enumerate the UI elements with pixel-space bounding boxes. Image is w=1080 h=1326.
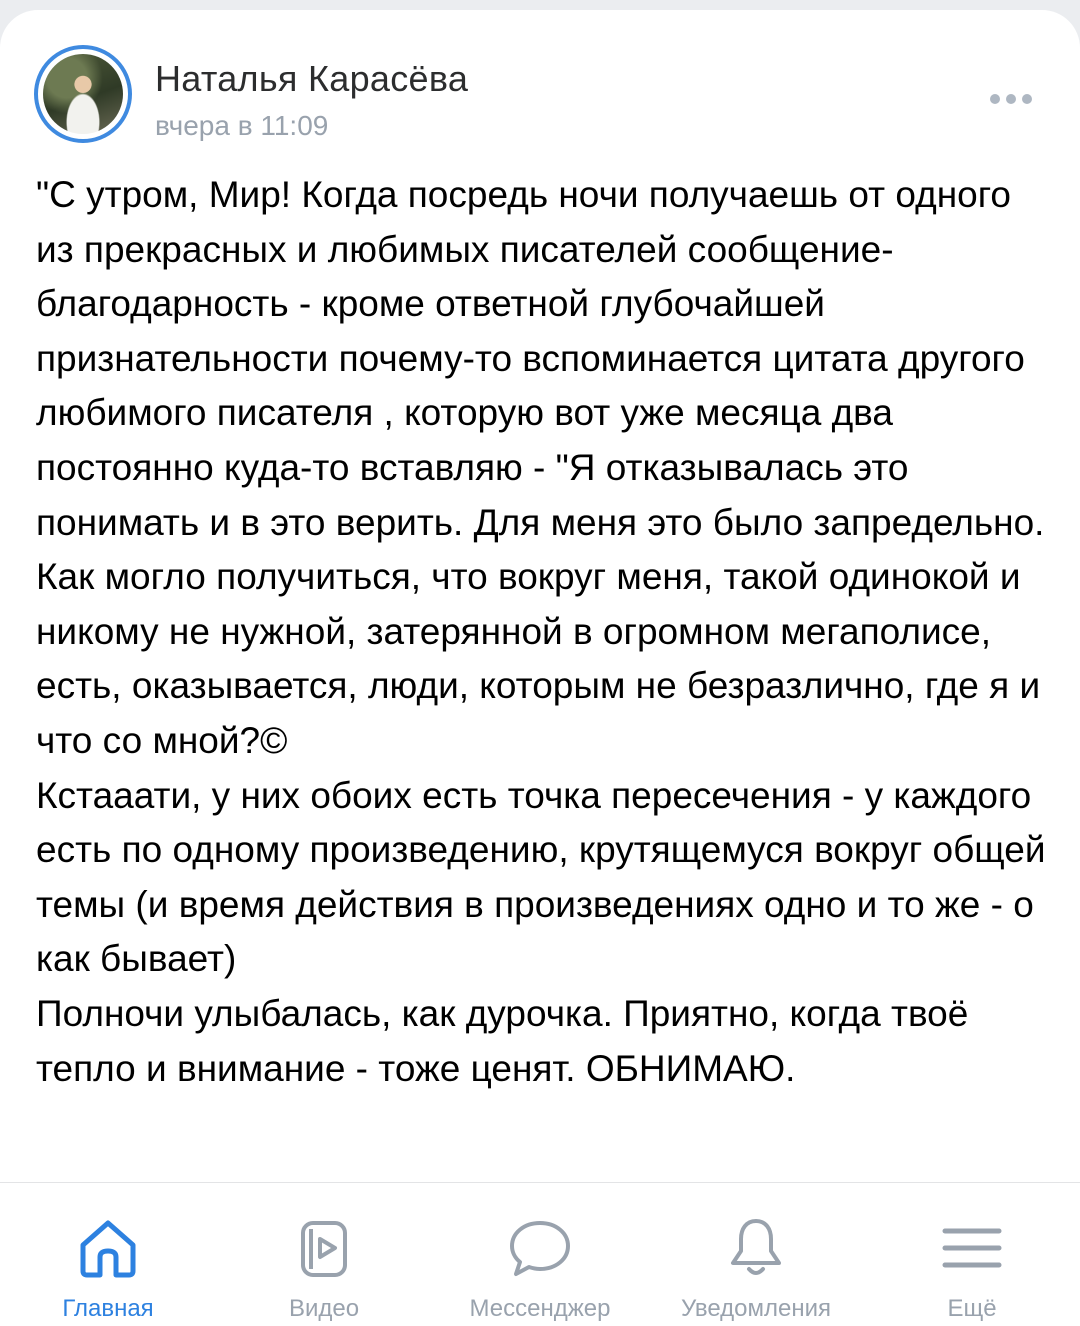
home-icon bbox=[73, 1213, 143, 1283]
tab-home-label: Главная bbox=[62, 1295, 154, 1322]
avatar-photo bbox=[43, 54, 123, 134]
video-icon bbox=[289, 1213, 359, 1283]
bottom-tab-bar bbox=[0, 1182, 1080, 1326]
menu-icon bbox=[937, 1213, 1007, 1283]
tab-home[interactable] bbox=[0, 1183, 216, 1326]
tab-messenger[interactable] bbox=[432, 1183, 648, 1326]
more-options-icon[interactable] bbox=[990, 94, 1040, 108]
tab-notifications-label: Уведомления bbox=[680, 1295, 832, 1322]
author-avatar[interactable] bbox=[34, 45, 132, 143]
tab-video[interactable] bbox=[216, 1183, 432, 1326]
tab-messenger-label: Мессенджер bbox=[469, 1295, 611, 1322]
post-text: "С утром, Мир! Когда посредь ночи получаешь от одного из прекрасных и любимых писателей сообщение-благодарность - кроме ответной глубочайшей признательности почему-то вспоминается цитата другого любимого писателя , которую вот уже месяца два постоянно куда-то вставляю - "Я отказывалась это понимать и в это верить. Для меня это было запредельно. Как могло получиться, что вокруг меня, такой одинокой и никому не нужной, затерянной в огромном мегаполисе, есть, оказывается, люди, которым не безразлично, где я и что со мной?© Кстааати, у них обоих есть точка пересечения - у каждого есть по одному произведению, крутящемуся вокруг общей темы (и время действия в произведениях одно и то же - о как бывает) Полночи улыбалась, как дурочка. Приятно, когда твоё тепло и внимание - тоже ценят. ОБНИМАЮ. bbox=[36, 174, 1046, 1089]
post-card bbox=[0, 10, 1080, 1326]
tab-notifications[interactable] bbox=[648, 1183, 864, 1326]
tab-more-label: Ещё bbox=[947, 1295, 997, 1322]
bell-icon bbox=[721, 1213, 791, 1283]
tab-video-label: Видео bbox=[288, 1295, 360, 1322]
author-name[interactable]: Наталья Карасёва bbox=[155, 58, 469, 99]
post-header bbox=[0, 10, 1080, 160]
message-bubble-icon bbox=[505, 1213, 575, 1283]
tab-more[interactable] bbox=[864, 1183, 1080, 1326]
post-time: вчера в 11:09 bbox=[155, 110, 329, 141]
